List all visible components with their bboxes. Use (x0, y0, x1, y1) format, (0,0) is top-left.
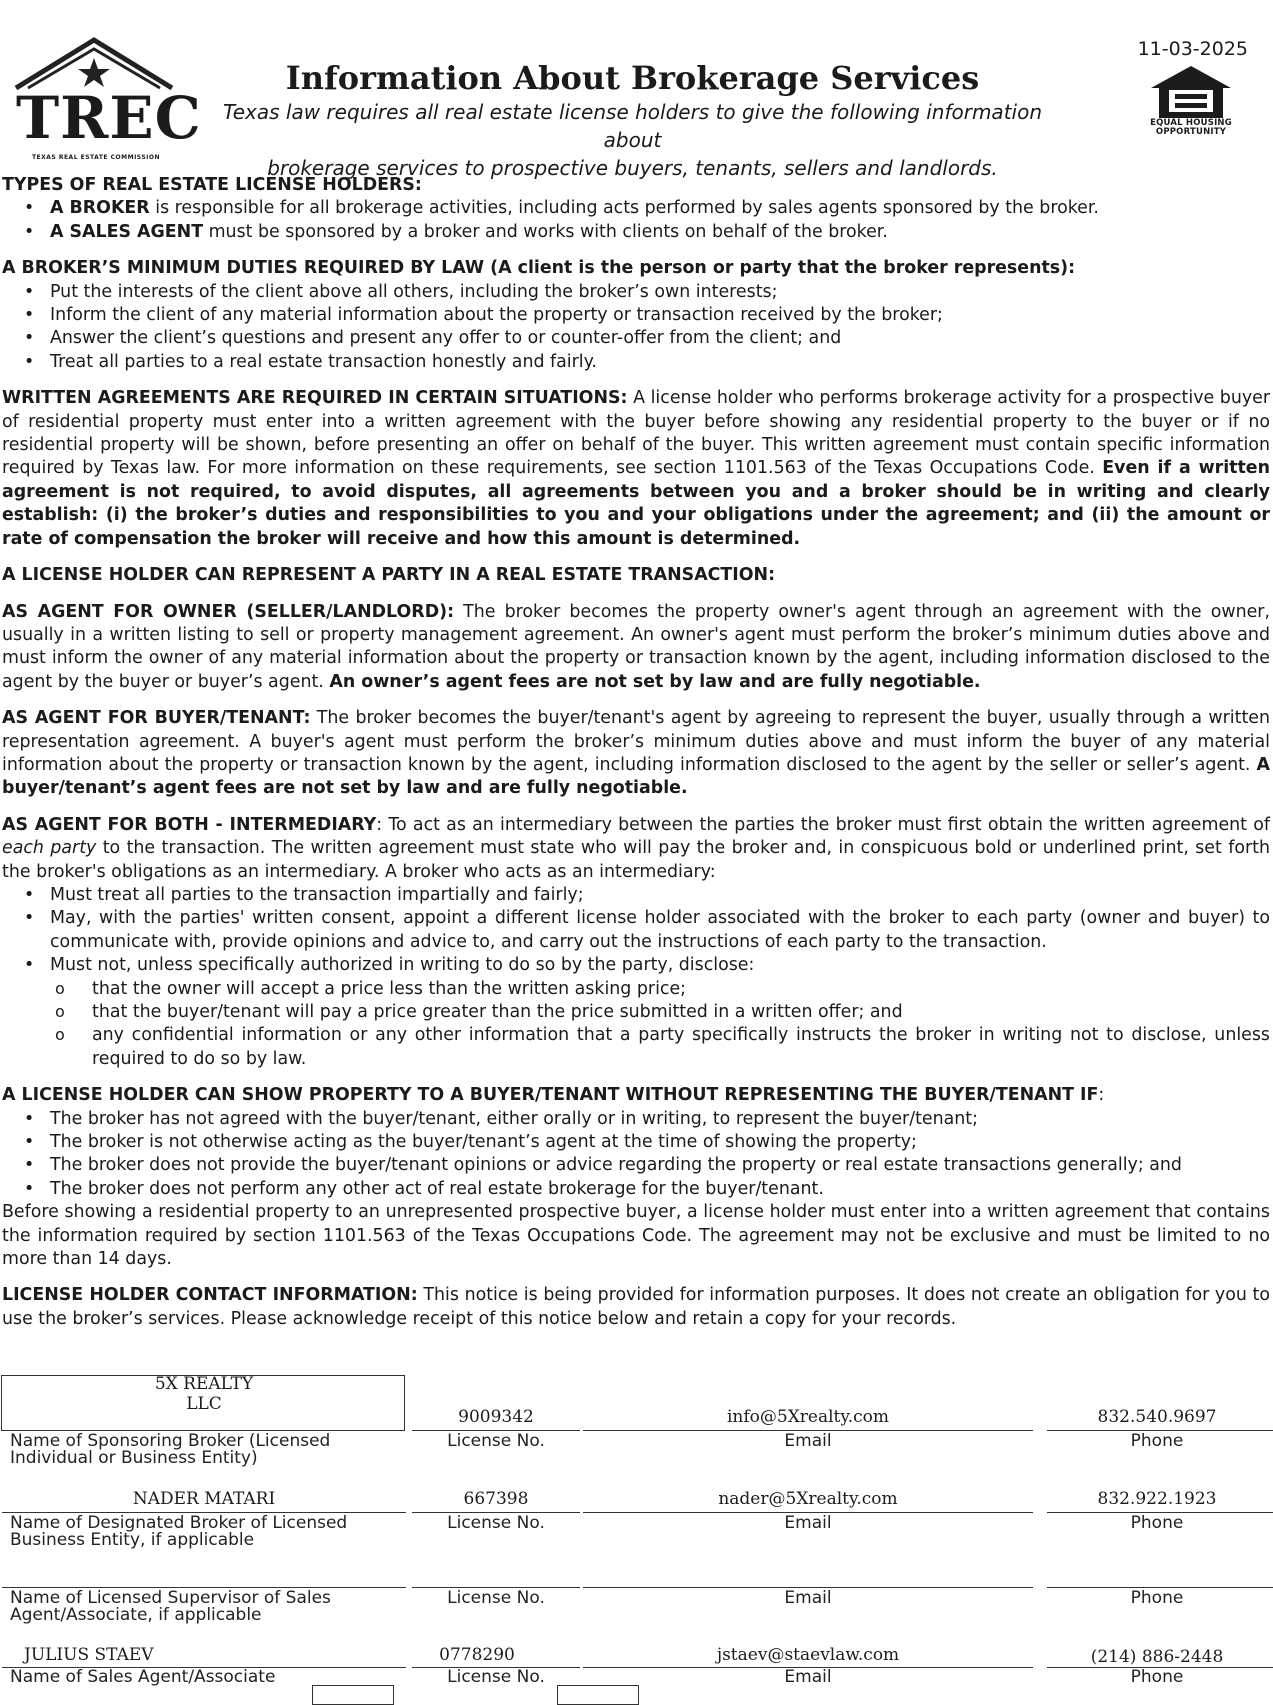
section-heading-types: TYPES OF REAL ESTATE LICENSE HOLDERS: (2, 175, 422, 195)
phone-caption: Phone (1130, 1588, 1184, 1608)
date-box[interactable] (557, 1685, 639, 1705)
eho-line: OPPORTUNITY (1155, 127, 1227, 137)
phone-caption: Phone (1130, 1513, 1184, 1533)
paragraph-text: The broker becomes the buyer/tenant's agent by agreeing to represent the buyer, usually through a written representation agreement. A buyer's agent must perform the broker’s minimum duties above and must inform the buyer of any material information about the property or transaction known by the agent, including information disclosed to the agent by the seller or seller’s agent. (2, 708, 1270, 775)
phone-caption: Phone (1130, 1667, 1184, 1687)
paragraph-lead: AS AGENT FOR OWNER (SELLER/LANDLORD): (2, 601, 455, 622)
show-list (2, 1108, 1270, 1202)
supervisor-caption: Name of Licensed Supervisor of Sales Agent/Associate, if applicable (10, 1588, 331, 1625)
designated-broker-license[interactable]: 667398 (463, 1489, 529, 1509)
list-item: • Answer the client’s questions and present any offer to or counter-offer from the client; and (50, 327, 1270, 350)
intermediary-paragraph (2, 814, 1270, 884)
star-icon (78, 58, 110, 87)
section-heading-duties: A BROKER’S MINIMUM DUTIES REQUIRED BY LAW (A client is the person or party that the broker represents): (2, 258, 1076, 279)
types-list (2, 197, 1270, 244)
duties-list (2, 281, 1270, 375)
sales-agent-email[interactable]: jstaev@staevlaw.com (716, 1645, 900, 1665)
definition: must be sponsored by a broker and works with clients on behalf of the broker. (203, 221, 888, 242)
paragraph-italic: each party (2, 838, 97, 859)
section-heading-represent: A LICENSE HOLDER CAN REPRESENT A PARTY IN A REAL ESTATE TRANSACTION: (2, 565, 776, 586)
paragraph-text: This notice is being provided for information purposes. It does not create an obligation for you to use the broker’s services. Please acknowledge receipt of this notice below and retain a copy for your records. (2, 1285, 1270, 1329)
paragraph-lead: LICENSE HOLDER CONTACT INFORMATION: (2, 1285, 418, 1306)
term: A BROKER (50, 198, 150, 219)
page-subtitle (195, 98, 1070, 182)
list-item (50, 221, 1270, 244)
email-caption: Email (784, 1588, 832, 1608)
list-item: • May, with the parties' written consent, appoint a different license holder associated with the broker to each party (owner and buyer) to communicate with, provide opinions and advice to, and carry out the instructions of each party to the transaction. (50, 907, 1270, 954)
list-item: • Must treat all parties to the transaction impartially and fairly; (50, 884, 1270, 907)
show-after-paragraph: Before showing a residential property to an unrepresented prospective buyer, a license holder must enter into a written agreement that contains the information required by section 1101.563 of the Texas Occupations Code. The agreement may not be exclusive and must be limited to no more than 14 days. (2, 1202, 1270, 1270)
sponsoring-broker-phone[interactable]: 832.540.9697 (1097, 1407, 1217, 1427)
equal-housing-icon (1145, 62, 1237, 122)
contact-info-paragraph (2, 1284, 1270, 1331)
designated-broker-phone[interactable]: 832.922.1923 (1097, 1489, 1217, 1509)
list-item (50, 197, 1270, 220)
buyer-agent-paragraph (2, 707, 1270, 801)
term: A SALES AGENT (50, 221, 204, 242)
intermediary-sublist (2, 978, 1270, 1072)
written-agreements-paragraph (2, 387, 1270, 551)
email-caption: Email (784, 1431, 832, 1451)
license-caption: License No. (447, 1431, 545, 1451)
designated-broker-name[interactable]: NADER MATARI (132, 1489, 276, 1509)
form-date: 11-03-2025 (1137, 38, 1248, 60)
paragraph-lead: AS AGENT FOR BOTH - INTERMEDIARY (2, 814, 377, 835)
sales-agent-name[interactable]: JULIUS STAEV (24, 1645, 154, 1665)
paragraph-text: : To act as an intermediary between the parties the broker must first obtain the written agreement of (376, 814, 1270, 835)
sub-list-item: o that the buyer/tenant will pay a price greater than the price submitted in a written offer; and (92, 1001, 1270, 1024)
list-item: • The broker is not otherwise acting as the buyer/tenant’s agent at the time of showing the property; (50, 1131, 1270, 1154)
paragraph-bold: An owner’s agent fees are not set by law and are fully negotiable. (329, 671, 981, 692)
sponsoring-broker-license[interactable]: 9009342 (458, 1407, 534, 1427)
equal-housing-logo (1145, 62, 1237, 148)
list-item: • The broker has not agreed with the buyer/tenant, either orally or in writing, to represent the buyer/tenant; (50, 1108, 1270, 1131)
sponsoring-broker-name (2, 1374, 406, 1414)
buyer-initials-box[interactable] (312, 1685, 394, 1705)
intermediary-list (2, 884, 1270, 978)
license-caption: License No. (447, 1588, 545, 1608)
list-item: • Inform the client of any material information about the property or transaction received by the broker; (50, 304, 1270, 327)
definition: is responsible for all brokerage activities, including acts performed by sales agents sponsored by the broker. (149, 198, 1099, 219)
license-caption: License No. (447, 1667, 545, 1687)
list-item: • The broker does not perform any other act of real estate brokerage for the buyer/tenant. (50, 1178, 1270, 1201)
paragraph-text: A license holder who performs brokerage activity for a prospective buyer of residential property must enter into a written agreement with the buyer before showing any residential property to the buyer or if no residential property will be shown, before presenting an offer on behalf of the buyer. This written agreement must contain specific information required by Texas law. For more information on these requirements, see section 1101.563 of the Texas Occupations Code. (2, 388, 1270, 479)
email-caption: Email (784, 1667, 832, 1687)
subtitle-line: brokerage services to prospective buyers, tenants, sellers and landlords. (267, 156, 998, 180)
equal-housing-text (1145, 119, 1237, 137)
designated-broker-email[interactable]: nader@5Xrealty.com (718, 1489, 898, 1509)
designated-broker-caption: Name of Designated Broker of Licensed Business Entity, if applicable (10, 1513, 348, 1550)
sub-list-item: o that the owner will accept a price less than the written asking price; (92, 978, 1270, 1001)
paragraph-text: The broker becomes the property owner's agent through an agreement with the owner, usually in a written listing to sell or property management agreement. An owner's agent must perform the broker’s minimum duties above and must inform the owner of any material information about the property or transaction known by the agent, including information disclosed to the agent by the buyer or buyer’s agent. (2, 601, 1270, 692)
sales-agent-phone[interactable]: (214) 886-2448 (1090, 1647, 1224, 1667)
logo-subtitle: TEXAS REAL ESTATE COMMISSION (31, 154, 161, 161)
document-body (2, 174, 1270, 1331)
sales-agent-license[interactable]: 0778290 (439, 1645, 515, 1665)
sponsoring-broker-email[interactable]: info@5Xrealty.com (726, 1407, 890, 1427)
phone-caption: Phone (1130, 1431, 1184, 1451)
license-caption: License No. (447, 1513, 545, 1533)
subtitle-line: Texas law requires all real estate license holders to give the following information about (222, 100, 1042, 152)
name-line: 5X REALTY (154, 1374, 254, 1394)
heading-colon: : (1098, 1085, 1105, 1106)
owner-agent-paragraph (2, 601, 1270, 695)
list-item: • Must not, unless specifically authorized in writing to do so by the party, disclose: (50, 954, 1270, 977)
paragraph-lead: AS AGENT FOR BUYER/TENANT: (2, 708, 311, 729)
paragraph-bold: Even if a written agreement is not required, to avoid disputes, all agreements between you and a broker should be in writing and clearly establish: (i) the broker’s duties and responsibilities to you and your obligations under the agreement; and (ii) the amount or rate of compensation the broker will receive and how this amount is determined. (2, 458, 1270, 549)
trec-logo (14, 36, 202, 166)
section-heading-show (2, 1084, 1270, 1107)
paragraph-bold: A buyer/tenant’s agent fees are not set by law and are fully negotiable. (2, 754, 1270, 799)
sponsoring-broker-caption: Name of Sponsoring Broker (Licensed Individual or Business Entity) (10, 1431, 331, 1468)
eho-line: EQUAL HOUSING (1150, 118, 1232, 128)
paragraph-lead: WRITTEN AGREEMENTS ARE REQUIRED IN CERTAIN SITUATIONS: (2, 388, 628, 409)
paragraph-text: to the transaction. The written agreement must state who will pay the broker and, in conspicuous bold or underlined print, set forth the broker's obligations as an intermediary. A broker who acts as an intermediary: (2, 838, 1270, 882)
email-caption: Email (784, 1513, 832, 1533)
list-item: • The broker does not provide the buyer/tenant opinions or advice regarding the property or real estate transactions generally; and (50, 1154, 1270, 1177)
list-item: • Put the interests of the client above all others, including the broker’s own interests; (50, 281, 1270, 304)
sales-agent-caption: Name of Sales Agent/Associate (10, 1667, 276, 1687)
name-line: LLC (186, 1394, 222, 1414)
logo-wordmark: TREC (16, 84, 202, 152)
heading-text: A LICENSE HOLDER CAN SHOW PROPERTY TO A BUYER/TENANT WITHOUT REPRESENTING THE BUYER/TENANT IF (2, 1085, 1099, 1106)
contact-table (0, 1370, 1273, 1698)
page-title: Information About Brokerage Services (285, 59, 980, 97)
list-item: • Treat all parties to a real estate transaction honestly and fairly. (50, 351, 1270, 374)
sub-list-item: o any confidential information or any other information that a party specifically instructs the broker in writing not to disclose, unless required to do so by law. (92, 1024, 1270, 1071)
